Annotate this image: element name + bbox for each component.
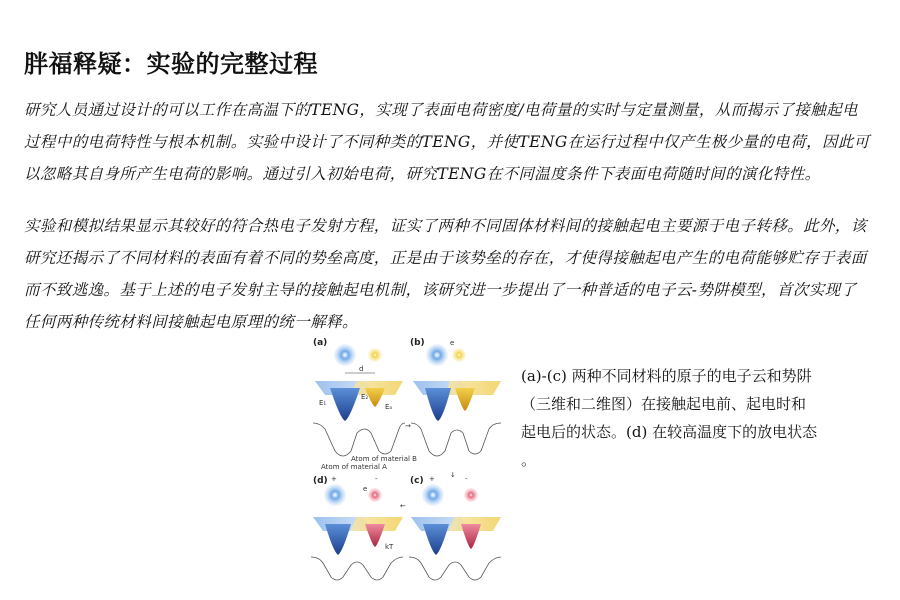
svg-text:-: - [465, 475, 468, 483]
panel-d-label: (d) [313, 476, 328, 486]
caption-line-3: 起电后的状态。(d) 在较高温度下的放电状态 [521, 423, 818, 441]
page-title: 胖福释疑：实验的完整过程 [24, 50, 318, 78]
panel-c [409, 475, 501, 580]
panel-c-label: (c) [410, 476, 424, 486]
svg-text:↓: ↓ [450, 471, 456, 479]
svg-text:E₂: E₂ [361, 393, 369, 401]
electron-cloud-figure [305, 333, 505, 583]
panel-b-label: (b) [410, 338, 425, 348]
panel-d [311, 475, 403, 580]
figure-caption [521, 362, 861, 474]
svg-text:E₁: E₁ [319, 399, 327, 407]
svg-text:-: - [375, 475, 378, 483]
panel-b [410, 338, 501, 456]
atom-b-cloud [368, 348, 382, 362]
panel-a-label: (a) [313, 338, 328, 348]
svg-text:←: ← [400, 502, 406, 510]
svg-text:Eₐ: Eₐ [385, 403, 393, 411]
svg-text:e: e [363, 485, 368, 493]
caption-line-1: (a)-(c) 两种不同材料的原子的电子云和势阱 [521, 367, 812, 385]
paragraph-2: 实验和模拟结果显示其较好的符合热电子发射方程，证实了两种不同固体材料间的接触起电主要源于电子转移。此外，该研究还揭示了不同材料的表面有着不同的势垒高度，正是由于该势垒的存在，才使得接触起电产生的电荷能够贮存于表面而不致逃逸。基于上述的电子发射主导的接触起电机制，该研究进一步提出了一种普适的电子云-势阱模型，首次实现了任何两种传统材料间接触起电原理的统一解释。 [24, 217, 867, 331]
atom-a-label: Atom of material A [321, 463, 387, 471]
svg-text:e: e [450, 339, 455, 347]
svg-text:→: → [405, 422, 411, 430]
svg-text:kT: kT [385, 543, 394, 551]
svg-text:+: + [331, 475, 337, 483]
distance-label: d [359, 365, 364, 373]
caption-line-2: （三维和二维图）在接触起电前、起电时和 [521, 395, 807, 413]
paragraph-1: 研究人员通过设计的可以工作在高温下的TENG，实现了表面电荷密度/电荷量的实时与定量测量，从而揭示了接触起电过程中的电荷特性与根本机制。实验中设计了不同种类的TENG，并使TENG在运行过程中仅产生极少量的电荷，因此可以忽略其自身所产生电荷的影响。通过引入初始电荷，研究TENG在不同温度条件下表面电荷随时间的演化特性。 [24, 101, 870, 183]
svg-text:+: + [429, 475, 435, 483]
figure-svg [305, 333, 505, 583]
atom-b-label: Atom of material B [351, 455, 417, 463]
atom-a-cloud [334, 344, 356, 366]
caption-line-4: 。 [521, 451, 537, 469]
panel-a [313, 338, 417, 471]
